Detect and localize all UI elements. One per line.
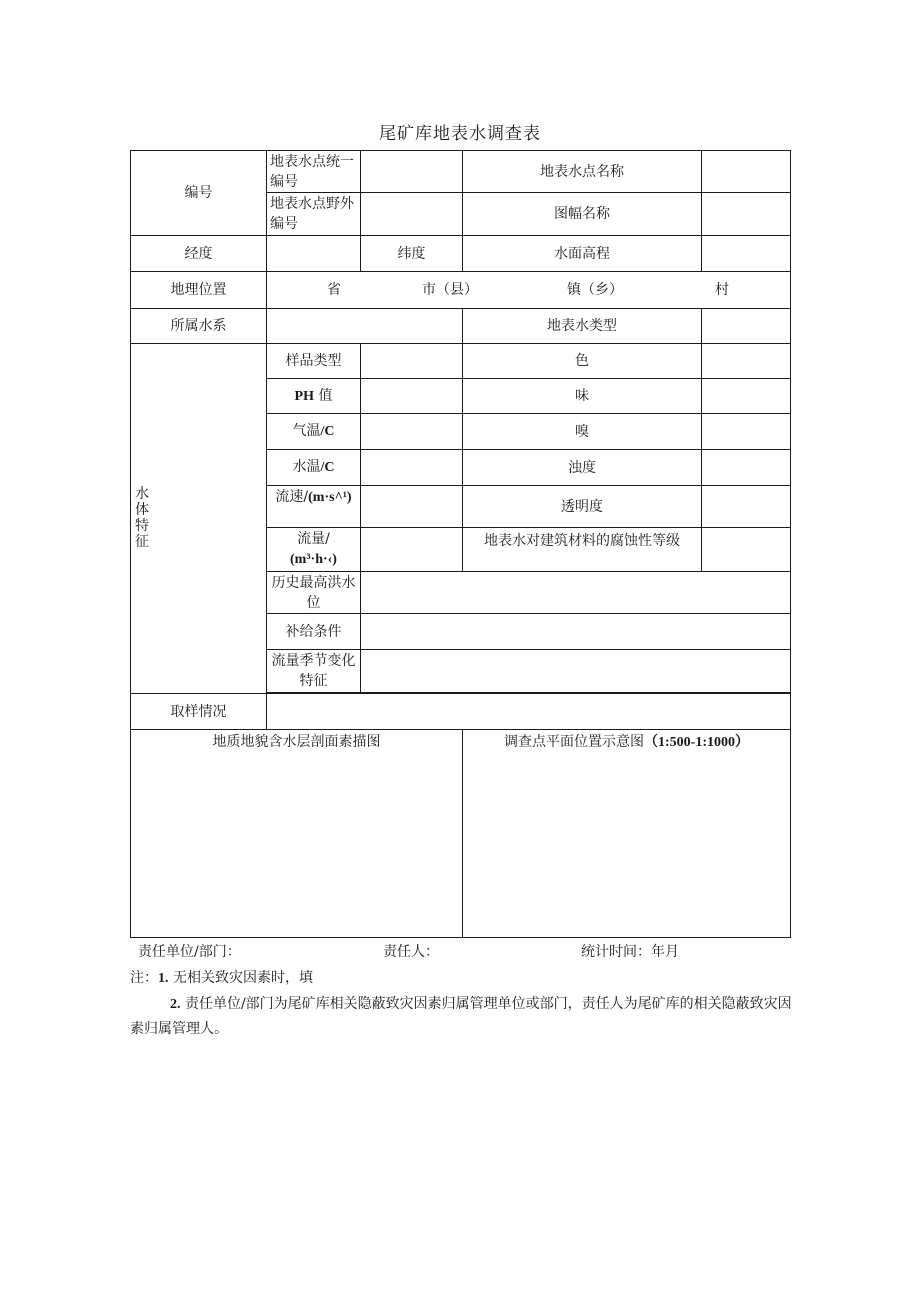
town-label: 镇（乡） bbox=[567, 282, 623, 298]
village-label: 村 bbox=[715, 282, 729, 298]
note-prefix: 注： bbox=[130, 970, 158, 986]
river-system-value[interactable] bbox=[267, 309, 463, 344]
water-level-label: 水面高程 bbox=[463, 236, 702, 272]
unified-id-label: 地表水点统一编号 bbox=[267, 151, 361, 193]
air-temp-suffix: /C bbox=[320, 424, 335, 439]
transparency-value[interactable] bbox=[702, 486, 791, 528]
note-1 bbox=[130, 966, 800, 991]
field-id-label: 地表水点野外编号 bbox=[267, 193, 361, 236]
color-label: 色 bbox=[463, 344, 702, 379]
footer-person: 责任人： bbox=[383, 944, 439, 960]
flow-speed-value[interactable] bbox=[361, 486, 463, 528]
map-name-value[interactable] bbox=[702, 193, 791, 236]
ph-label bbox=[267, 379, 361, 414]
flow-speed-prefix: 流速/ bbox=[275, 489, 309, 505]
unified-id-value[interactable] bbox=[361, 151, 463, 193]
sketch-left-area[interactable] bbox=[131, 730, 463, 938]
water-body-label: 水体特征 bbox=[135, 485, 149, 550]
air-temp-label bbox=[267, 414, 361, 450]
longitude-label: 经度 bbox=[131, 236, 267, 272]
footer-time: 统计时间：年月 bbox=[581, 944, 679, 960]
longitude-value[interactable] bbox=[267, 236, 361, 272]
sketch-right-label: 调查点平面位置示意图 bbox=[504, 734, 644, 750]
survey-table bbox=[130, 150, 791, 938]
turbidity-value[interactable] bbox=[702, 450, 791, 486]
taste-value[interactable] bbox=[702, 379, 791, 414]
map-name-label: 图幅名称 bbox=[463, 193, 702, 236]
field-id-value[interactable] bbox=[361, 193, 463, 236]
recharge-value[interactable] bbox=[361, 614, 791, 650]
historic-flood-label: 历史最高洪水位 bbox=[267, 572, 361, 614]
color-value[interactable] bbox=[702, 344, 791, 379]
ph-value[interactable] bbox=[361, 379, 463, 414]
flow-rate-prefix: 流量/ bbox=[297, 531, 330, 547]
water-temp-prefix: 水温 bbox=[292, 459, 321, 475]
ph-prefix: PH bbox=[294, 388, 314, 404]
point-name-value[interactable] bbox=[702, 151, 791, 193]
flow-rate-value[interactable] bbox=[361, 528, 463, 572]
water-body-section bbox=[131, 344, 267, 694]
flow-speed-label bbox=[267, 486, 361, 528]
transparency-label: 透明度 bbox=[463, 486, 702, 528]
form-title: 尾矿库地表水调查表 bbox=[379, 124, 541, 144]
sample-type-label: 样品类型 bbox=[267, 344, 361, 379]
corrosion-value[interactable] bbox=[702, 528, 791, 572]
water-temp-value[interactable] bbox=[361, 450, 463, 486]
recharge-label: 补给条件 bbox=[267, 614, 361, 650]
seasonal-flow-label: 流量季节变化特征 bbox=[267, 650, 361, 693]
historic-flood-value[interactable] bbox=[361, 572, 791, 614]
river-system-label: 所属水系 bbox=[131, 309, 267, 344]
point-name-label: 地表水点名称 bbox=[463, 151, 702, 193]
latitude-label: 纬度 bbox=[397, 245, 426, 262]
turbidity-label: 浊度 bbox=[463, 450, 702, 486]
note-1-text: 无相关致灾因素时，填 bbox=[168, 970, 313, 986]
air-temp-value[interactable] bbox=[361, 414, 463, 450]
ph-suffix: 值 bbox=[314, 387, 333, 404]
air-temp-prefix: 气温 bbox=[292, 423, 321, 439]
province-label: 省 bbox=[327, 282, 341, 298]
latitude-cell[interactable] bbox=[361, 236, 463, 272]
flow-rate-unit: (m³·h·‹) bbox=[290, 552, 337, 567]
smell-value[interactable] bbox=[702, 414, 791, 450]
id-label: 编号 bbox=[131, 151, 267, 236]
corrosion-label: 地表水对建筑材料的腐蚀性等级 bbox=[463, 528, 702, 572]
taste-label: 味 bbox=[463, 379, 702, 414]
footer-unit: 责任单位/部门： bbox=[138, 944, 241, 960]
city-label: 市（县） bbox=[422, 282, 478, 298]
surface-water-type-value[interactable] bbox=[702, 309, 791, 344]
sampling-label: 取样情况 bbox=[131, 694, 267, 730]
water-temp-label bbox=[267, 450, 361, 486]
smell-label: 嗅 bbox=[463, 414, 702, 450]
water-temp-suffix: /C bbox=[320, 460, 335, 475]
sketch-left-label: 地质地貌含水层剖面素描图 bbox=[212, 734, 381, 750]
flow-speed-unit: (m·s^¹) bbox=[308, 490, 352, 505]
surface-water-type-label: 地表水类型 bbox=[463, 309, 702, 344]
sketch-right-scale: （1:500-1:1000） bbox=[644, 735, 749, 750]
sketch-right-area[interactable] bbox=[463, 730, 791, 938]
water-level-value[interactable] bbox=[702, 236, 791, 272]
seasonal-flow-value[interactable] bbox=[361, 650, 791, 693]
sample-type-value[interactable] bbox=[361, 344, 463, 379]
flow-rate-label bbox=[267, 528, 361, 572]
note-2-number: 2. bbox=[170, 997, 181, 1012]
note-2 bbox=[130, 992, 800, 1041]
location-label: 地理位置 bbox=[131, 272, 267, 309]
note-2-text: 责任单位/部门为尾矿库相关隐蔽致灾因素归属管理单位或部门，责任人为尾矿库的相关隐蔽致灾因素归属管理人。 bbox=[130, 996, 792, 1037]
location-value[interactable] bbox=[267, 272, 791, 309]
sampling-value[interactable] bbox=[267, 694, 791, 730]
note-1-number: 1. bbox=[158, 971, 169, 986]
